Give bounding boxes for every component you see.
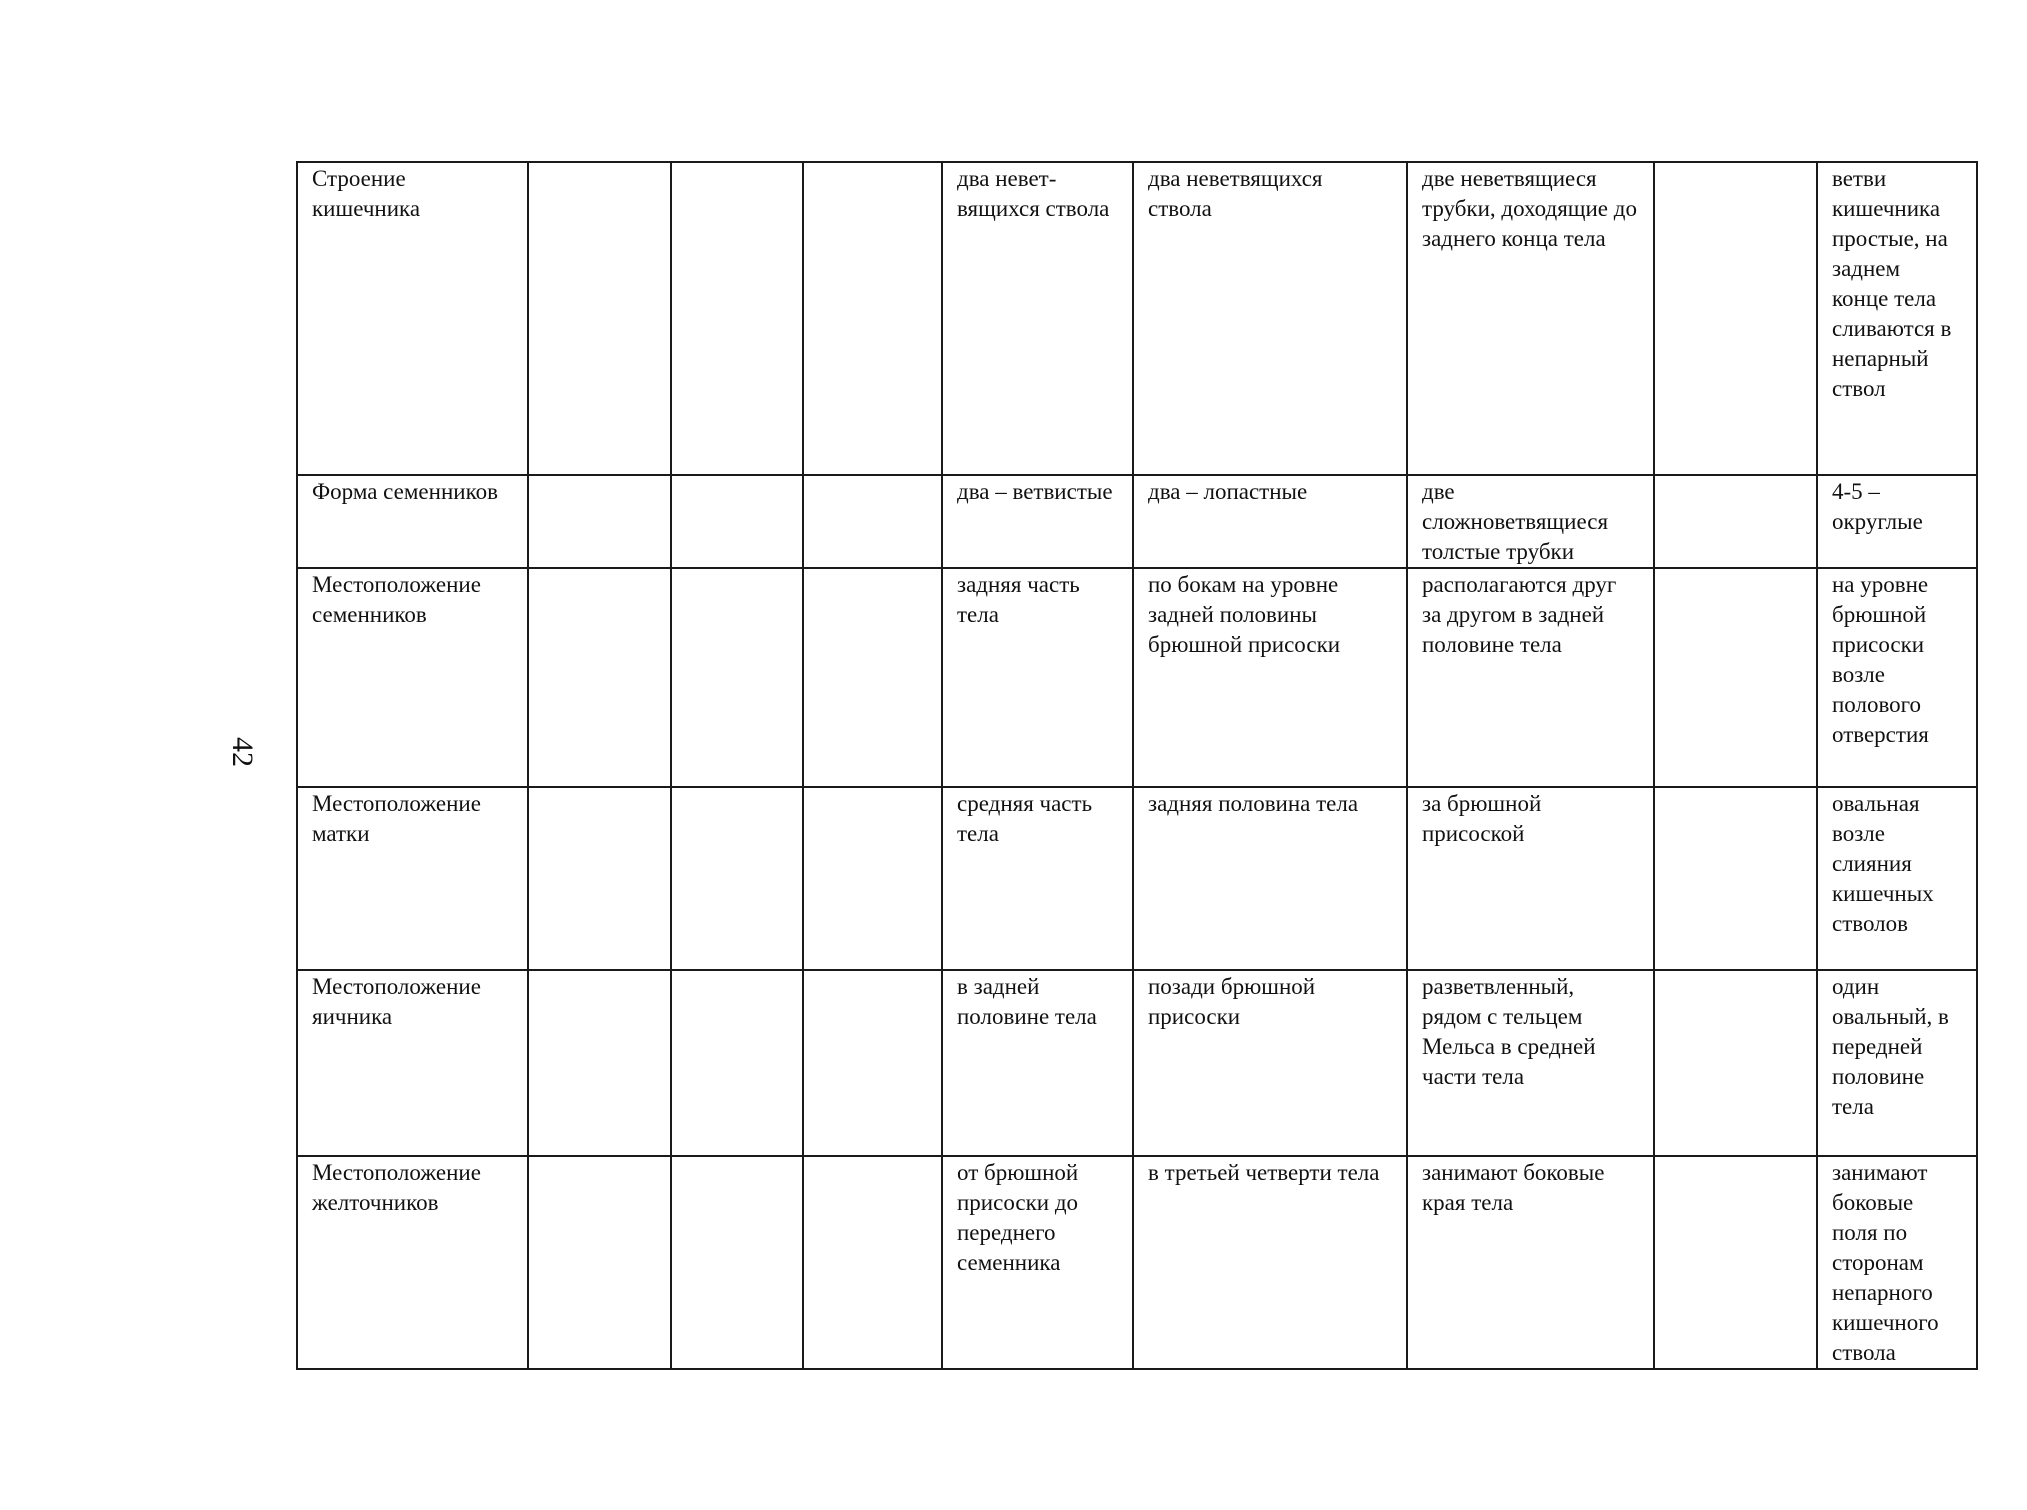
table-cell: [528, 162, 671, 475]
table-cell: [671, 568, 803, 787]
table-cell: 4-5 – округлые: [1817, 475, 1977, 568]
table-cell: [1654, 162, 1817, 475]
table-cell: от брюшной присоски до переднего семенника: [942, 1156, 1133, 1369]
table-cell: [803, 568, 942, 787]
table-cell: располагаются друг за другом в задней половине тела: [1407, 568, 1654, 787]
table-cell: за брюшной присоской: [1407, 787, 1654, 970]
table-cell: занимают боковые края тела: [1407, 1156, 1654, 1369]
table-cell: [528, 1156, 671, 1369]
table-cell: средняя часть тела: [942, 787, 1133, 970]
table-cell: [671, 787, 803, 970]
table-cell: [803, 970, 942, 1156]
table-cell: [671, 970, 803, 1156]
table-cell: один овальный, в передней половине тела: [1817, 970, 1977, 1156]
table-cell: занимают боковые поля по сторонам непарного кишечного ствола: [1817, 1156, 1977, 1369]
table-cell: разветвленный, рядом с тельцем Мельса в средней части тела: [1407, 970, 1654, 1156]
row-label: Форма семенников: [297, 475, 528, 568]
row-label: Местоположение семенников: [297, 568, 528, 787]
table-cell: две сложноветвящиеся толстые трубки: [1407, 475, 1654, 568]
table-cell: [528, 970, 671, 1156]
table-cell: два – лопастные: [1133, 475, 1407, 568]
table-cell: [803, 475, 942, 568]
table-cell: [528, 568, 671, 787]
table-row: [297, 1156, 1977, 1369]
table-cell: [671, 475, 803, 568]
table-cell: в задней половине тела: [942, 970, 1133, 1156]
table-cell: [671, 1156, 803, 1369]
table-row: [297, 568, 1977, 787]
table-cell: [803, 1156, 942, 1369]
page-number: 42: [226, 737, 259, 767]
table-row: [297, 970, 1977, 1156]
table-cell: ветви кишечника простые, на заднем конце тела сливаются в непарный ствол: [1817, 162, 1977, 475]
table-cell: по бокам на уровне задней половины брюшной присоски: [1133, 568, 1407, 787]
data-table: [296, 161, 1978, 1370]
table-cell: [1654, 787, 1817, 970]
table-row: [297, 475, 1977, 568]
table-cell: два неветвящихся ствола: [942, 162, 1133, 475]
table-cell: на уровне брюшной присоски возле полового отверстия: [1817, 568, 1977, 787]
table-cell: позади брюшной присоски: [1133, 970, 1407, 1156]
table-cell: [528, 475, 671, 568]
table-cell: овальная возле слияния кишечных стволов: [1817, 787, 1977, 970]
table-cell: [671, 162, 803, 475]
table-row: [297, 787, 1977, 970]
table-cell: [803, 787, 942, 970]
table-cell: [1654, 970, 1817, 1156]
table-cell: два – ветвистые: [942, 475, 1133, 568]
table-cell: [803, 162, 942, 475]
table-cell: [1654, 475, 1817, 568]
table-cell: [528, 787, 671, 970]
table-cell: задняя часть тела: [942, 568, 1133, 787]
table-cell: два неветвящихся ствола: [1133, 162, 1407, 475]
row-label: Местоположение матки: [297, 787, 528, 970]
table-cell: [1654, 568, 1817, 787]
table-row: [297, 162, 1977, 475]
table-cell: задняя половина тела: [1133, 787, 1407, 970]
row-label: Местоположение желточников: [297, 1156, 528, 1369]
table-cell: в третьей четверти тела: [1133, 1156, 1407, 1369]
table-cell: [1654, 1156, 1817, 1369]
row-label: Строение кишечника: [297, 162, 528, 475]
row-label: Местоположение яичника: [297, 970, 528, 1156]
table-cell: две неветвящиеся трубки, доходящие до заднего конца тела: [1407, 162, 1654, 475]
